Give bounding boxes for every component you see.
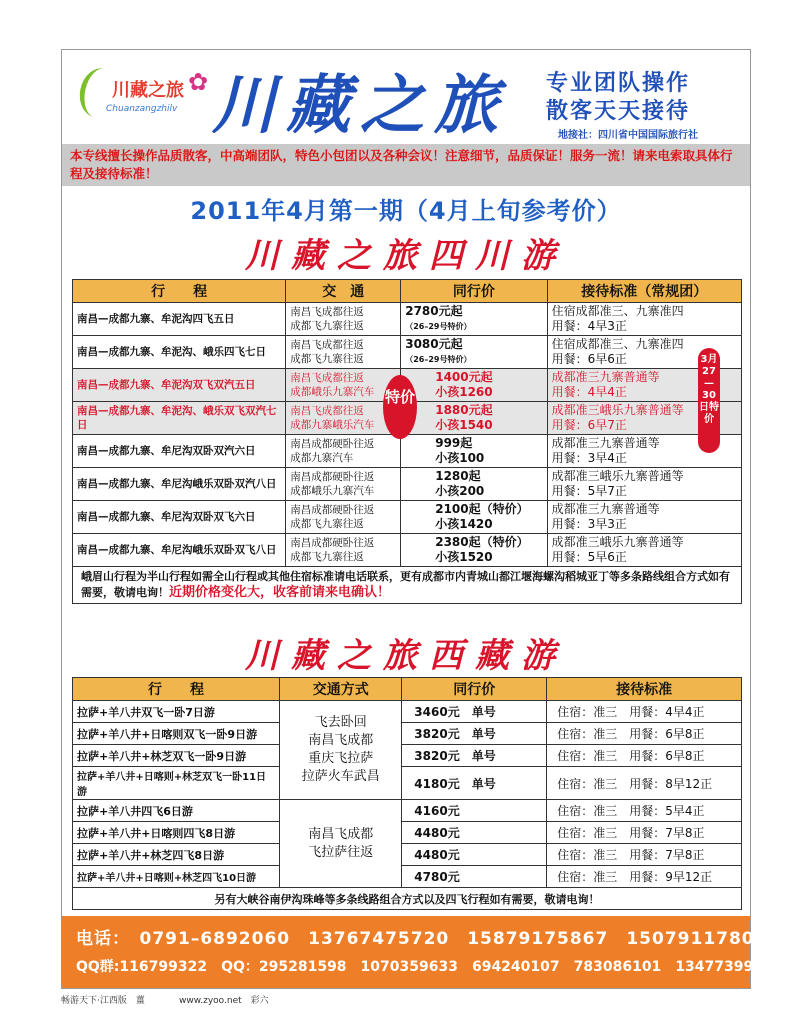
price-main: 1880元起 bbox=[435, 403, 493, 417]
table-row bbox=[73, 534, 742, 567]
transport-text: 南昌成都硬卧往返 成都飞九寨往返 bbox=[290, 537, 375, 563]
standard-cell: 住宿：准三 用餐：8早12正 bbox=[547, 767, 742, 800]
table-row bbox=[73, 767, 742, 800]
contact-footer bbox=[62, 916, 773, 988]
date-special-badge: 3月27—30日特价 bbox=[698, 348, 720, 453]
period-title: 2011年4月第一期（4月上旬参考价） bbox=[190, 197, 622, 225]
standard-cell: 住宿：准三 用餐：7早8正 bbox=[547, 822, 742, 844]
standard-cell: 住宿：准三 用餐：6早8正 bbox=[547, 745, 742, 767]
note-text: 峨眉山行程为半山行程如需全山行程或其他住宿标准请电话联系，更有成都市内青城山都江堰海螺沟稻城亚丁等多条路线组合方式如有需要，敬请电询！ bbox=[81, 570, 730, 599]
sichuan-table bbox=[72, 279, 742, 604]
route-cell: 拉萨+羊八井+日喀则+林芝四飞10日游 bbox=[73, 866, 280, 888]
price-main: 1280起 bbox=[435, 469, 481, 483]
table-row bbox=[73, 822, 742, 844]
transport-cell bbox=[286, 435, 401, 468]
col-header-standard: 接待标准 bbox=[547, 678, 742, 701]
price-child: 小孩1260 bbox=[435, 385, 493, 399]
standard-text: 住宿成都准三、九寨准四 用餐：4早3正 bbox=[551, 304, 684, 333]
table-row bbox=[73, 336, 742, 369]
standard-text: 成都准三九寨普通等 用餐：4早4正 bbox=[551, 370, 660, 399]
page-footer bbox=[61, 993, 269, 1006]
price-main: 3080元起 bbox=[405, 337, 463, 351]
transport-cell bbox=[286, 468, 401, 501]
tibet-table bbox=[72, 677, 742, 910]
price-cell bbox=[401, 303, 547, 336]
table-row bbox=[73, 866, 742, 888]
header bbox=[62, 50, 750, 142]
price-child: 小孩200 bbox=[435, 484, 485, 498]
slogan-team: 专业团队操作 bbox=[546, 71, 691, 96]
price-cell bbox=[401, 435, 547, 468]
col-header-price: 同行价 bbox=[402, 678, 547, 701]
advert-page bbox=[61, 49, 773, 989]
price-main: 999起 bbox=[435, 436, 473, 450]
price-cell bbox=[401, 534, 547, 567]
route-cell: 南昌—成都九寨、牟泥沟双飞双汽五日 bbox=[73, 369, 286, 402]
tibet-note: 另有大峡谷南伊沟珠峰等多条线路组合方式以及四飞行程如有需要，敬请电询！ bbox=[73, 888, 742, 910]
standard-cell bbox=[547, 501, 741, 534]
price-child: 小孩1540 bbox=[435, 418, 493, 432]
phone-numbers: 电话： 0791–6892060 13767475720 15879175867 15079117807 bbox=[76, 929, 768, 949]
price-child: 小孩1520 bbox=[435, 550, 493, 564]
sichuan-section-title: 川藏之旅四川游 bbox=[245, 236, 567, 276]
table-row bbox=[73, 701, 742, 723]
transport-cell-roundtrip bbox=[280, 701, 402, 800]
note-highlight: 近期价格变化大，收客前请来电确认！ bbox=[169, 585, 391, 600]
standard-cell bbox=[547, 534, 741, 567]
standard-text: 住宿成都准三、九寨准四 用餐：6早6正 bbox=[551, 337, 684, 366]
note-row bbox=[73, 888, 742, 910]
price-cell bbox=[401, 369, 547, 402]
route-cell: 南昌—成都九寨、牟尼沟双卧双汽六日 bbox=[73, 435, 286, 468]
route-cell: 拉萨+羊八井四飞6日游 bbox=[73, 800, 280, 822]
agency-name: 地接社：四川省中国国际旅行社 bbox=[558, 130, 698, 141]
route-cell: 拉萨+羊八井双飞一卧7日游 bbox=[73, 701, 280, 723]
route-cell: 拉萨+羊八井+日喀则+林芝双飞一卧11日游 bbox=[73, 767, 280, 800]
price-cell: 4780元 bbox=[402, 866, 547, 888]
transport-text: 南昌飞成都往返 成都九寨峨乐汽车 bbox=[290, 405, 375, 431]
price-main: 2780元起 bbox=[405, 304, 463, 318]
transport-cell bbox=[286, 303, 401, 336]
route-cell: 南昌—成都九寨、牟泥沟、峨乐四飞七日 bbox=[73, 336, 286, 369]
table-row bbox=[73, 303, 742, 336]
publication-name: 畅游天下·江西版 薑 bbox=[61, 996, 145, 1006]
route-cell: 南昌—成都九寨、牟泥沟四飞五日 bbox=[73, 303, 286, 336]
price-main: 1400元起 bbox=[435, 370, 493, 384]
logo-text: 川藏之旅 bbox=[112, 80, 184, 101]
standard-text: 成都准三九寨普通等 用餐：3早3正 bbox=[551, 502, 660, 531]
standard-text: 成都准三九寨普通等 用餐：3早4正 bbox=[551, 436, 660, 465]
standard-cell bbox=[547, 468, 741, 501]
route-cell: 拉萨+羊八井+日喀则双飞一卧9日游 bbox=[73, 723, 280, 745]
standard-text: 成都准三峨乐九寨普通等 用餐：5早7正 bbox=[551, 469, 684, 498]
transport-text: 南昌飞成都往返 成都飞九寨往返 bbox=[290, 339, 364, 365]
transport-text: 南昌成都硬卧往返 成都峨乐九寨汽车 bbox=[290, 471, 375, 497]
price-main: 2100起（特价） bbox=[435, 502, 529, 516]
price-cell: 3460元 单号 bbox=[402, 701, 547, 723]
transport-cell-fly bbox=[280, 800, 402, 888]
standard-cell: 住宿：准三 用餐：6早8正 bbox=[547, 723, 742, 745]
col-header-transport: 交通方式 bbox=[280, 678, 402, 701]
standard-cell: 住宿：准三 用餐：7早8正 bbox=[547, 844, 742, 866]
col-header-route: 行 程 bbox=[73, 678, 280, 701]
table-row bbox=[73, 435, 742, 468]
logo-subtext: Chuanzangzhilv bbox=[106, 104, 178, 114]
qq-numbers: QQ群:116799322 QQ：295281598 1070359633 694240107 783086101 1347739931 bbox=[76, 959, 773, 975]
flower-icon: ✿ bbox=[188, 68, 209, 96]
transport-text: 南昌成都硬卧往返 成都飞九寨往返 bbox=[290, 504, 375, 530]
transport-text: 飞去卧回 南昌飞成都 重庆飞拉萨 拉萨火车武昌 bbox=[301, 715, 380, 784]
price-cell bbox=[401, 336, 547, 369]
table-header-row bbox=[73, 280, 742, 303]
transport-text: 南昌飞成都 飞拉萨往返 bbox=[308, 826, 374, 860]
table-row bbox=[73, 723, 742, 745]
intro-text: 本专线擅长操作品质散客，中高端团队，特色小包团以及各种会议！注意细节，品质保证！服务一流！请来电索取具体行程及接待标准！ bbox=[62, 144, 750, 186]
table-row bbox=[73, 468, 742, 501]
col-header-transport: 交 通 bbox=[286, 280, 401, 303]
price-note: （26–29号特价） bbox=[405, 355, 472, 364]
standard-cell: 住宿：准三 用餐：9早12正 bbox=[547, 866, 742, 888]
table-header-row bbox=[73, 678, 742, 701]
route-cell: 拉萨+羊八井+林芝双飞一卧9日游 bbox=[73, 745, 280, 767]
note-row bbox=[73, 567, 742, 604]
price-cell: 4180元 单号 bbox=[402, 767, 547, 800]
route-cell: 南昌—成都九寨、牟尼沟峨乐双卧双飞八日 bbox=[73, 534, 286, 567]
tibet-section-title: 川藏之旅西藏游 bbox=[245, 636, 567, 676]
transport-text: 南昌飞成都往返 成都峨乐九寨汽车 bbox=[290, 372, 375, 398]
price-cell: 4480元 bbox=[402, 844, 547, 866]
price-child: 小孩100 bbox=[435, 451, 485, 465]
standard-cell bbox=[547, 303, 741, 336]
route-cell: 拉萨+羊八井+日喀则四飞8日游 bbox=[73, 822, 280, 844]
price-note: （26–29号特价） bbox=[405, 322, 472, 331]
price-cell: 4160元 bbox=[402, 800, 547, 822]
price-cell: 4480元 bbox=[402, 822, 547, 844]
transport-text: 南昌飞成都往返 成都飞九寨往返 bbox=[290, 306, 364, 332]
route-cell: 南昌—成都九寨、牟尼沟峨乐双卧双汽八日 bbox=[73, 468, 286, 501]
price-cell: 3820元 单号 bbox=[402, 723, 547, 745]
route-cell: 南昌—成都九寨、牟尼沟双卧双飞六日 bbox=[73, 501, 286, 534]
logo bbox=[72, 56, 212, 136]
table-row bbox=[73, 844, 742, 866]
price-cell bbox=[401, 468, 547, 501]
price-cell bbox=[401, 402, 547, 435]
standard-text: 成都准三峨乐九寨普通等 用餐：5早6正 bbox=[551, 535, 684, 564]
transport-text: 南昌成都硬卧往返 成都九寨汽车 bbox=[290, 438, 375, 464]
price-child: 小孩1420 bbox=[435, 517, 493, 531]
price-cell bbox=[401, 501, 547, 534]
col-header-route: 行 程 bbox=[73, 280, 286, 303]
table-row bbox=[73, 745, 742, 767]
standard-cell: 住宿：准三 用餐：4早4正 bbox=[547, 701, 742, 723]
standard-cell: 住宿：准三 用餐：5早4正 bbox=[547, 800, 742, 822]
price-cell: 3820元 单号 bbox=[402, 745, 547, 767]
website: www.zyoo.net 彩六 bbox=[179, 996, 269, 1006]
col-header-price: 同行价 bbox=[401, 280, 547, 303]
route-cell: 南昌—成都九寨、牟泥沟、峨乐双飞双汽七日 bbox=[73, 402, 286, 435]
sichuan-note bbox=[73, 567, 742, 604]
transport-cell bbox=[286, 534, 401, 567]
special-price-badge: 特价 bbox=[383, 375, 417, 439]
brand-title: 川藏之旅 bbox=[212, 68, 508, 143]
table-row bbox=[73, 501, 742, 534]
col-header-standard: 接待标准（常规团） bbox=[547, 280, 741, 303]
transport-cell bbox=[286, 501, 401, 534]
transport-cell bbox=[286, 336, 401, 369]
standard-text: 成都准三峨乐九寨普通等 用餐：6早7正 bbox=[551, 403, 684, 432]
table-row bbox=[73, 800, 742, 822]
price-main: 2380起（特价） bbox=[435, 535, 529, 549]
route-cell: 拉萨+羊八井+林芝四飞8日游 bbox=[73, 844, 280, 866]
slogan-individual: 散客天天接待 bbox=[546, 99, 691, 124]
